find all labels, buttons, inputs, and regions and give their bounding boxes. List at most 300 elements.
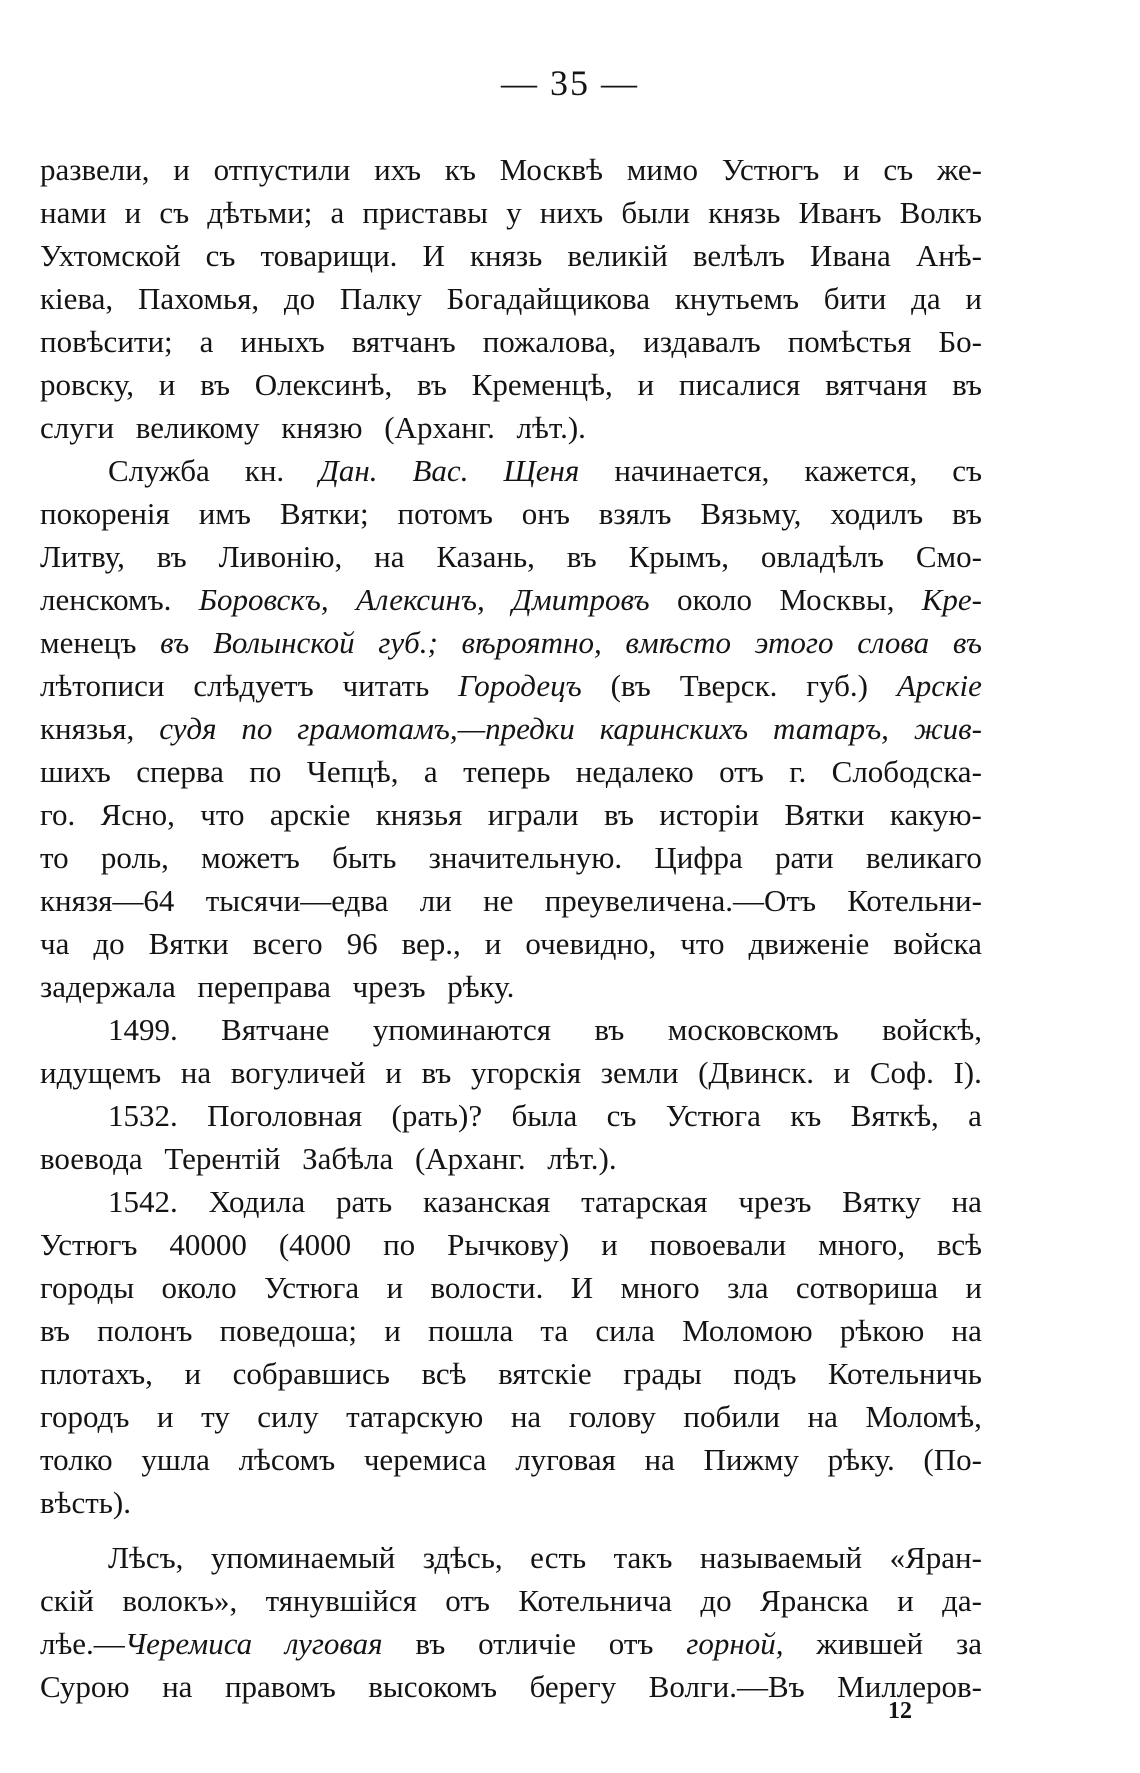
word: Анѣ-: [915, 238, 982, 273]
word: повоевали: [649, 1227, 787, 1262]
word: въ: [603, 797, 634, 832]
word: силу: [257, 1399, 319, 1434]
word: Устюга: [263, 1270, 360, 1305]
word: на: [807, 1399, 838, 1434]
word: на: [510, 1399, 542, 1434]
word: князья: [375, 797, 463, 832]
word: здѣсь,: [422, 1540, 503, 1575]
word: побили: [683, 1399, 780, 1434]
word: собравшись: [232, 1356, 390, 1391]
word: пошла: [428, 1313, 514, 1348]
word: ушла: [141, 1442, 210, 1477]
word: называемый: [699, 1540, 863, 1575]
word: вятчанъ: [351, 324, 456, 359]
word: чрезъ: [352, 969, 426, 1004]
text-line: [40, 965, 982, 1008]
text-line: [40, 492, 982, 535]
word: волокъ»,: [122, 1583, 238, 1618]
word: значительную.: [428, 840, 623, 875]
text-line: [40, 1094, 982, 1137]
word: а: [330, 195, 345, 230]
word: лѣе.—Черемиса: [40, 1626, 253, 1661]
word: сила: [595, 1313, 655, 1348]
word: 1499.: [108, 1012, 178, 1047]
text-line: [40, 922, 982, 965]
word: городы: [40, 1270, 135, 1305]
word: вер.,: [401, 926, 461, 961]
word: и: [124, 195, 142, 230]
word: Вятки: [784, 797, 865, 832]
word: всѣ: [421, 1356, 467, 1391]
word: пожалова,: [482, 324, 617, 359]
word: Котельни-: [847, 883, 982, 918]
word: Волынской: [212, 625, 355, 660]
word: переправа: [197, 969, 331, 1004]
word: Москвѣ: [499, 152, 603, 187]
word: къ: [790, 1098, 822, 1133]
word: и: [386, 1270, 404, 1305]
word: въ: [40, 1313, 70, 1348]
text-line: [40, 1137, 982, 1180]
word: въ: [200, 367, 231, 402]
word: полонъ: [97, 1313, 193, 1348]
word: вятчаня: [825, 367, 928, 402]
word: (рать)?: [391, 1098, 483, 1133]
word: да: [911, 281, 941, 316]
word: ходилъ: [830, 496, 924, 531]
text-line: [40, 1266, 982, 1309]
word: кнутьемъ: [674, 281, 800, 316]
word: князья,: [40, 711, 135, 746]
text-line: [40, 664, 982, 707]
word: у: [506, 195, 522, 230]
word: на: [644, 1442, 675, 1477]
word: да-: [942, 1583, 982, 1618]
word: подъ: [733, 1356, 797, 1391]
word: на: [180, 1055, 212, 1090]
word: Моломѣ,: [865, 1399, 982, 1434]
word: были: [621, 195, 690, 230]
word: до: [700, 1583, 732, 1618]
word: Щеня: [503, 453, 580, 488]
word: сотвориша: [795, 1270, 938, 1305]
word: на: [951, 1313, 982, 1348]
word: (Двинск.: [698, 1055, 814, 1090]
word: Ивана: [810, 238, 891, 273]
text-line: [40, 406, 982, 449]
word: овладѣлъ: [760, 539, 884, 574]
word: менецъ: [40, 625, 137, 660]
word: Литву,: [40, 539, 125, 574]
word: къ: [444, 152, 476, 187]
word: чрезъ: [738, 1184, 812, 1219]
word: въ: [156, 539, 187, 574]
word: Чепцѣ,: [306, 754, 399, 789]
word: отпустили: [213, 152, 351, 187]
text-line: [40, 621, 982, 664]
word: Вятчане: [221, 1012, 330, 1047]
word: воевода: [40, 1141, 143, 1176]
word: Олексинѣ,: [254, 367, 393, 402]
word: до: [283, 281, 316, 316]
word: Иванъ: [798, 195, 882, 230]
word: татарская: [581, 1184, 708, 1219]
word: развели,: [40, 152, 150, 187]
word: покоренія: [40, 496, 170, 531]
word: луговая: [515, 1442, 616, 1477]
word: Соф.: [869, 1055, 934, 1090]
word: великаго: [865, 840, 982, 875]
text-line: [40, 1008, 982, 1051]
word: Миллеров-: [837, 1669, 982, 1704]
word: кажется,: [804, 453, 918, 488]
word: шихъ: [40, 754, 111, 789]
word: (Арханг.: [384, 410, 495, 445]
word: московскомъ: [667, 1012, 839, 1047]
word: дѣтьми;: [207, 195, 313, 230]
word: войска: [893, 926, 982, 961]
word: въ: [416, 367, 447, 402]
text-line: [40, 578, 982, 621]
word: лѣсомъ: [238, 1442, 336, 1477]
text-line: [40, 1180, 982, 1223]
text-line: [40, 836, 982, 879]
word: Ливонію,: [218, 539, 343, 574]
word: и: [965, 1270, 982, 1305]
text-line: [40, 1665, 982, 1708]
word: много,: [818, 1227, 905, 1262]
word: иныхъ: [240, 324, 325, 359]
word: по: [249, 754, 282, 789]
word: голову: [568, 1399, 656, 1434]
text-line: [40, 793, 982, 836]
word: князь: [708, 195, 781, 230]
word: слуги: [40, 410, 115, 445]
word: вогуличей: [230, 1055, 366, 1090]
word: что: [680, 926, 725, 961]
word: правомъ: [224, 1669, 336, 1704]
word: нихъ: [539, 195, 604, 230]
word: издавалъ: [643, 324, 761, 359]
word: князю: [281, 410, 363, 445]
word: го.: [40, 797, 76, 832]
word: Волкъ: [899, 195, 982, 230]
word: Палку: [339, 281, 422, 316]
word: была: [511, 1098, 578, 1133]
word: такъ: [613, 1540, 673, 1575]
word: и: [158, 367, 176, 402]
text-line: [40, 535, 982, 578]
word: великій: [567, 238, 668, 273]
word: Боровскъ,: [198, 582, 329, 617]
text-line: [40, 879, 982, 922]
word: не: [483, 883, 514, 918]
word: Слободска-: [831, 754, 982, 789]
word: великому: [135, 410, 260, 445]
word: Вас.: [412, 453, 469, 488]
word: Поголовная: [207, 1098, 363, 1133]
word: быть: [332, 840, 397, 875]
word: Москвы,: [779, 582, 895, 617]
text-line: [40, 148, 982, 191]
word: писалися: [678, 367, 801, 402]
word: войскѣ,: [882, 1012, 982, 1047]
signature-mark: 12: [888, 1698, 912, 1724]
word: скій: [40, 1583, 95, 1618]
word: въ: [952, 367, 982, 402]
word: князь: [469, 238, 543, 273]
word: арскіе: [269, 797, 351, 832]
word: татарскую: [346, 1399, 484, 1434]
word: рѣкою: [839, 1313, 925, 1348]
word: ча: [40, 926, 70, 961]
word: Вятку: [842, 1184, 921, 1219]
word: можетъ: [201, 840, 300, 875]
word: горной,: [686, 1626, 784, 1661]
word: Крымъ,: [628, 539, 729, 574]
word: Терентій: [164, 1141, 281, 1176]
word: грамотамъ,—предки: [297, 711, 575, 746]
word: Городецъ: [458, 668, 582, 703]
word: толко: [40, 1442, 113, 1477]
word: Забѣла: [302, 1141, 394, 1176]
word: Ясно,: [100, 797, 175, 832]
word: сперва: [136, 754, 224, 789]
word: за: [955, 1626, 982, 1661]
word: отъ: [608, 1626, 654, 1661]
word: Ходила: [208, 1184, 306, 1219]
word: и: [833, 1055, 851, 1090]
word: И: [422, 238, 445, 273]
word: и: [385, 1055, 402, 1090]
word: высокомъ: [368, 1669, 498, 1704]
word: онъ: [521, 496, 570, 531]
word: жив-: [913, 711, 982, 746]
word: Пижму: [703, 1442, 800, 1477]
word: рать: [336, 1184, 393, 1219]
word: въ: [952, 496, 982, 531]
word: въ: [421, 1055, 452, 1090]
word: жившей: [816, 1626, 924, 1661]
word: и: [637, 367, 655, 402]
word: черемиса: [363, 1442, 487, 1477]
word: Кременцѣ,: [471, 367, 613, 402]
word: судя: [159, 711, 217, 746]
word: (4000: [278, 1227, 352, 1262]
word: ту: [201, 1399, 230, 1434]
text-line: [40, 1622, 982, 1665]
word: 1532.: [108, 1098, 178, 1133]
word: вятскіе: [498, 1356, 592, 1391]
word: Богадайщикова: [446, 281, 651, 316]
word: читать: [342, 668, 430, 703]
word: упоминаются: [372, 1012, 551, 1047]
word: по: [383, 1227, 416, 1262]
word: и: [173, 152, 190, 187]
text-line: [40, 320, 982, 363]
word: Дмитровъ: [512, 582, 650, 617]
text-line: [40, 1223, 982, 1266]
text-line: [40, 1481, 982, 1524]
word: слова: [857, 625, 930, 660]
word: угорскія: [470, 1055, 582, 1090]
text-line: [40, 449, 982, 492]
text-line: [40, 1352, 982, 1395]
word: помѣстья: [787, 324, 912, 359]
word: Вязьму,: [700, 496, 802, 531]
word: повѣсити;: [40, 324, 173, 359]
word: 1542.: [108, 1184, 178, 1219]
text-line: [40, 1395, 982, 1438]
word: Цифра: [654, 840, 743, 875]
word: и: [156, 1399, 174, 1434]
word: Лѣсъ,: [108, 1540, 184, 1575]
word: отъ: [445, 1583, 490, 1618]
word: движеніе: [748, 926, 870, 961]
word: этого: [754, 625, 834, 660]
word: отъ: [719, 754, 764, 789]
word: и: [184, 1356, 202, 1391]
word: Кре-: [921, 582, 982, 617]
word: тысячи—едва: [205, 883, 389, 918]
word: потомъ: [397, 496, 493, 531]
word: та: [540, 1313, 569, 1348]
word: съ: [952, 453, 982, 488]
word: вмѣсто: [625, 625, 731, 660]
word: рѣку.: [447, 969, 515, 1004]
word: съ: [205, 238, 236, 273]
word: Яранска: [760, 1583, 869, 1618]
word: каринскихъ: [599, 711, 749, 746]
word: Бо-: [938, 324, 982, 359]
word: тянувшійся: [265, 1583, 417, 1618]
text-line: [40, 234, 982, 277]
word: губ.;: [378, 625, 438, 660]
word: Рычкову): [447, 1227, 570, 1262]
word: Устюга: [665, 1098, 761, 1133]
word: Дан.: [319, 453, 378, 488]
word: есть: [530, 1540, 587, 1575]
word: лѣтописи: [40, 668, 165, 703]
word: играли: [487, 797, 579, 832]
word: а: [968, 1098, 982, 1133]
word: «Яран-: [889, 1540, 982, 1575]
word: Пахомья,: [137, 281, 260, 316]
word: же-: [936, 152, 982, 187]
word: поведоша;: [219, 1313, 358, 1348]
word: князя—64: [40, 883, 175, 918]
word: съ: [159, 195, 190, 230]
word: идущемъ: [40, 1055, 162, 1090]
word: ихъ: [374, 152, 422, 187]
word: (По-: [923, 1442, 982, 1477]
word: и: [384, 1313, 401, 1348]
word: и: [897, 1583, 914, 1618]
word: въ: [566, 539, 597, 574]
word: губ.): [806, 668, 868, 703]
word: волости.: [430, 1270, 544, 1305]
word: рати: [774, 840, 834, 875]
word: всѣ: [936, 1227, 982, 1262]
word: берегу: [529, 1669, 617, 1704]
word: начинается,: [614, 453, 770, 488]
word: г.: [789, 754, 807, 789]
word: съ: [606, 1098, 637, 1133]
word: (Арханг.: [414, 1141, 526, 1176]
word: и: [842, 152, 860, 187]
word: нами: [40, 195, 107, 230]
word: недалеко: [575, 754, 694, 789]
word: на: [951, 1184, 982, 1219]
word: (въ: [610, 668, 651, 703]
word: кн.: [244, 453, 285, 488]
word: Котельничь: [827, 1356, 982, 1391]
word: теперь: [463, 754, 551, 789]
text-line: [40, 750, 982, 793]
word: около: [676, 582, 753, 617]
word: Арскіе: [896, 668, 982, 703]
word: Моломою: [682, 1313, 813, 1348]
word: И: [570, 1270, 594, 1305]
word: Смо-: [915, 539, 982, 574]
word: въ: [160, 625, 190, 660]
word: 96: [346, 926, 378, 961]
word: какую-: [889, 797, 982, 832]
text-line: [40, 363, 982, 406]
word: бити: [823, 281, 887, 316]
word: на: [374, 539, 405, 574]
word: мимо: [626, 152, 699, 187]
text-line: [40, 191, 982, 234]
word: задержала: [40, 969, 176, 1004]
word: имъ: [198, 496, 251, 531]
word: всего: [252, 926, 323, 961]
word: отличіе: [478, 1626, 576, 1661]
word: Устюгъ: [721, 152, 820, 187]
word: вѣроятно,: [461, 625, 602, 660]
word: роль,: [100, 840, 169, 875]
word: взялъ: [598, 496, 672, 531]
word: а: [423, 754, 438, 789]
word: Казань,: [436, 539, 535, 574]
body-text: [40, 148, 982, 1708]
word: въ: [415, 1626, 446, 1661]
word: Служба: [108, 453, 210, 488]
word: очевидно,: [525, 926, 657, 961]
word: городъ: [40, 1399, 130, 1434]
text-line: [40, 1536, 982, 1579]
word: что: [200, 797, 245, 832]
word: казанская: [422, 1184, 551, 1219]
word: зла: [727, 1270, 769, 1305]
word: земли: [600, 1055, 679, 1090]
word: Вятки;: [279, 496, 369, 531]
word: то: [40, 840, 69, 875]
word: рѣку.: [827, 1442, 895, 1477]
text-line: [40, 1051, 982, 1094]
word: на: [162, 1669, 193, 1704]
text-line: [40, 1438, 982, 1481]
word: вѣсть).: [40, 1485, 131, 1520]
text-line: [40, 707, 982, 750]
word: въ: [952, 625, 982, 660]
word: лѣт.).: [516, 410, 586, 445]
word: плотахъ,: [40, 1356, 153, 1391]
word: въ: [594, 1012, 625, 1047]
word: 40000: [169, 1227, 247, 1262]
text-line: [40, 1579, 982, 1622]
word: ровску,: [40, 367, 134, 402]
